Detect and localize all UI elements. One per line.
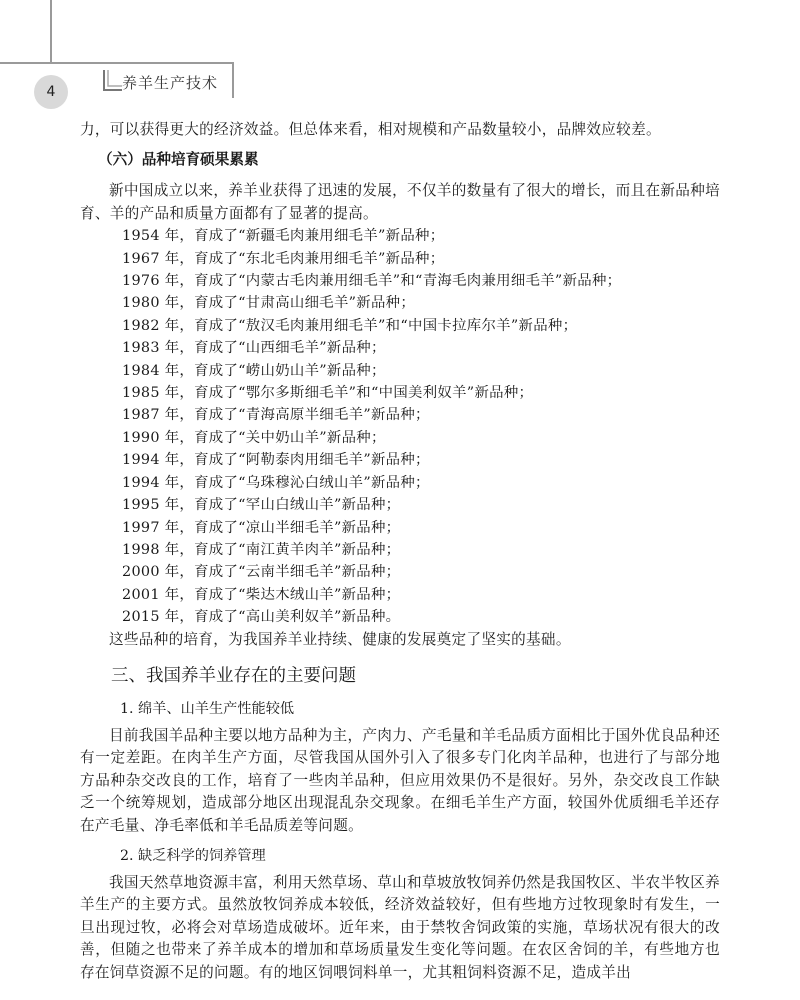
- item-paragraph-2: 我国天然草地资源丰富，利用天然草场、草山和草坡放牧饲养仍然是我国牧区、半农半牧区养羊生产的主要方式。虽然放牧饲养成本较低，经济效益较好，但有些地方过牧现象时有发生，一旦出现过牧，必将会对草场造成破坏。近年来，由于禁牧舍饲政策的实施，草场状况有很大的改善，但随之也带来了养羊成本的增加和草场质量发生变化等问题。在农区舍饲的羊，有些地方也存在饲草资源不足的问题。有的地区饲喂饲料单一，尤其粗饲料资源不足，造成羊出: [80, 873, 720, 981]
- list-item: 1994 年，育成了“阿勒泰肉用细毛羊”新品种；: [122, 452, 430, 469]
- list-item: 2001 年，育成了“柴达木绒山羊”新品种；: [122, 586, 401, 603]
- list-item: 1967 年，育成了“东北毛肉兼用细毛羊”新品种；: [122, 250, 445, 267]
- list-item: 1976 年，育成了“内蒙古毛肉兼用细毛羊”和“青海毛肉兼用细毛羊”新品种；: [122, 273, 622, 290]
- list-item: 1982 年，育成了“敖汉毛肉兼用细毛羊”和“中国卡拉库尔羊”新品种；: [122, 317, 578, 334]
- breeds-summary: 这些品种的培育，为我国养羊业持续、健康的发展奠定了坚实的基础。: [109, 630, 571, 648]
- breed-list: [80, 225, 720, 628]
- list-item: 2000 年，育成了“云南半细毛羊”新品种；: [122, 564, 401, 581]
- list-item: 1998 年，育成了“南江黄羊肉羊”新品种；: [122, 541, 401, 558]
- list-item: 1984 年，育成了“崂山奶山羊”新品种；: [122, 362, 386, 379]
- item-heading-2: 2. 缺乏科学的饲养管理: [120, 847, 266, 864]
- list-item: 1987 年，育成了“青海高原半细毛羊”新品种；: [122, 407, 430, 424]
- header-arrow-icon: [102, 68, 124, 94]
- list-item: 2015 年，育成了“高山美利奴羊”新品种。: [122, 609, 401, 626]
- header-rule-vertical-right: [232, 62, 234, 98]
- section-heading: 三、我国养羊业存在的主要问题: [111, 665, 356, 686]
- page-body: [80, 119, 720, 984]
- list-item: 1990 年，育成了“关中奶山羊”新品种；: [122, 429, 386, 446]
- subsection-heading: （六）品种培育硕果累累: [98, 151, 259, 169]
- list-item: 1980 年，育成了“甘肃高山细毛羊”新品种；: [122, 295, 416, 312]
- subsection-paragraph: 新中国成立以来，养羊业获得了迅速的发展，不仅羊的数量有了很大的增长，而且在新品种培育、羊的产品和质量方面都有了显著的提高。: [80, 182, 720, 222]
- list-item: 1954 年，育成了“新疆毛肉兼用细毛羊”新品种；: [122, 228, 445, 245]
- header-rule-vertical-left: [50, 0, 52, 62]
- running-header-title: 养羊生产技术: [122, 74, 219, 92]
- list-item: 1994 年，育成了“乌珠穆沁白绒山羊”新品种；: [122, 474, 430, 491]
- list-item: 1997 年，育成了“凉山半细毛羊”新品种；: [122, 519, 401, 536]
- item-paragraph-1: 目前我国羊品种主要以地方品种为主，产肉力、产毛量和羊毛品质方面相比于国外优良品种还有一定差距。在肉羊生产方面，尽管我国从国外引入了很多专门化肉羊品种，也进行了与部分地方品种杂交改良的工作，培育了一些肉羊品种，但应用效果仍不是很好。另外，杂交改良工作缺乏一个统筹规划，造成部分地区出现混乱杂交现象。在细毛羊生产方面，较国外优质细毛羊还存在产毛量、净毛率低和羊毛品质差等问题。: [80, 726, 720, 834]
- header-rule-horizontal: [0, 62, 232, 64]
- item-heading-1: 1. 绵羊、山羊生产性能较低: [120, 700, 295, 717]
- list-item: 1983 年，育成了“山西细毛羊”新品种；: [122, 340, 386, 357]
- intro-paragraph: 力，可以获得更大的经济效益。但总体来看，相对规模和产品数量较小，品牌效应较差。: [80, 121, 661, 138]
- list-item: 1995 年，育成了“罕山白绒山羊”新品种；: [122, 497, 401, 514]
- page-number-badge: 4: [34, 75, 68, 109]
- list-item: 1985 年，育成了“鄂尔多斯细毛羊”和“中国美利奴羊”新品种；: [122, 385, 534, 402]
